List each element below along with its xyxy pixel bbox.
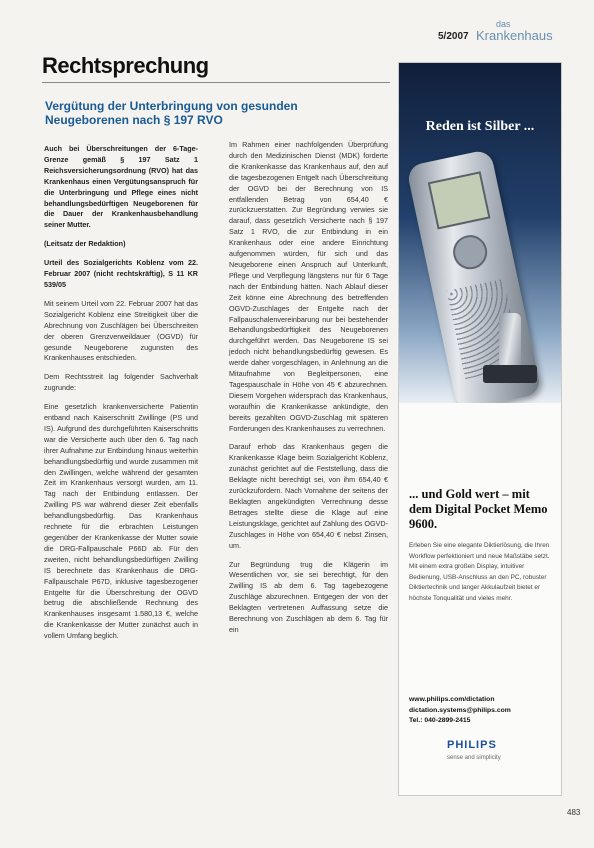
docking-station-image [483,313,537,383]
issue-number: 5/2007 [438,31,469,42]
editor-note: (Leitsatz der Redaktion) [44,239,126,249]
court-reference: Urteil des Sozialgerichts Koblenz vom 22. Februar 2007 (nicht rechtskräftig), S 11 KR 539/05 [44,258,198,289]
ad-headline: ... und Gold wert – mit dem Digital Pocket Memo 9600. [409,487,548,531]
section-divider [42,82,390,83]
ad-phone: Tel.: 040-2899-2415 [409,717,471,724]
body-paragraph: Dem Rechtsstreit lag folgender Sachverhalt zugrunde: [44,372,198,393]
ad-email: dictation.systems@philips.com [409,706,511,714]
magazine-logo [476,20,576,42]
section-title: Rechtsprechung [42,53,209,78]
ad-website: www.philips.com/dictation [409,696,495,703]
device-screen [428,171,491,229]
ad-image [399,63,561,403]
logo-das: das [496,19,511,29]
ad-slogan: Reden ist Silber ... [425,119,535,134]
logo-krankenhaus: Krankenhaus [476,28,553,43]
body-paragraph: Im Rahmen einer nachfolgenden Überprüfung durch den Medizinischen Dienst (MDK) forderte die Krankenkasse das Krankenhaus auf, den auf die tagesbezogenen Entgelt nach Überschreitung der OGVD bei der Berechnung von IS entfallenden Betrag von 654,40 € zurückzuerstatten. Zur Begründung verwies sie darauf, dass gesetzlich Versicherte nach § 197 Satz 1 RVO, die zur Entbindung in ein Krankenhaus oder eine andere Einrichtung aufgenommen würden, für sich und das Neugeborene einen Anspruch auf Unterkunft, Pflege und Verpflegung längstens nur für 6 Tage nach der Entbindung hätten. Nach Ablauf dieser Zeit könne eine Abrechnung des betreffenden OGVD-Zuschlages der Entgelte nach der Fallpauschalenvereinbarung nur bei bestehender Behandlungsbedürftigkeit des Neugeborenen durchgeführt werden. Das Neugeborene IS sei jedoch nicht behandlungsbedürftig gewesen. Es werde daher vorgeschlagen, in Anlehnung an die Mitaufnahme von Begleitpersonen, eine Tagespauschale in Höhe von 45 € abzurechnen. Diesem Vorgehen widersprach das Krankenhaus, woraufhin die Krankenkasse ankündigte, den bereits gezahlten OGVD-Zuschlag mit späteren Forderungen des Krankenhauses zu verrechnen. [229,140,388,433]
body-paragraph: Mit seinem Urteil vom 22. Februar 2007 hat das Sozialgericht Koblenz eine Streitigkeit über die Abrechnung von Zuschlägen bei Überschreiten der oberen Grenzverweildauer (OGVD) für gesunde Neugeborene zugunsten des Krankenhauses entschieden. [44,298,198,363]
philips-tagline: sense and simplicity [447,755,501,761]
philips-logo: PHILIPS [447,739,497,751]
ad-contact [409,695,559,727]
body-paragraph: Eine gesetzlich krankenversicherte Patientin entband nach Kaiserschnitt Zwillinge (PS und IS). Aufgrund des durchgeführten Kaiserschnitts war die Versicherte auch über den 6. Tag nach ihrer Aufnahme zur Entbindung hinaus weiterhin behandlungsbedürftig und wurde zusammen mit den Zwillingen, welche während der gesamten Zeit im Krankenhaus versorgt wurden, am 11. Tag nach der Entbindung entlassen. Der Zwilling PS war während dieser Zeit ebenfalls behandlungsbedürftig. Das Krankenhaus rechnete für die erbrachten Leistungen gegenüber der Krankenkasse der Mutter sowie die DRG-Fallpauschale P66D ab. Für den zweiten, nicht behandlungsbedürftigen Zwilling IS berechnete das Krankenhaus die DRG-Fallpauschale P67D, inklusive tagesbezogener Entgelte für die Überschreitung der OGVD betrug die abschließende Rechnung des Krankenhauses insgesamt 1.580,13 €, welche die Krankenkasse der Mutter zunächst auch in vollem Umfang beglich. [44,402,198,641]
lead-paragraph: Auch bei Überschreitungen der 6-Tage-Grenze gemäß § 197 Satz 1 Reichsversicherungsordnung (RVO) hat das Krankenhaus einen Vergütungsanspruch für die Unterbringung und Pflege eines nicht behandlungsbedürftigen Neugeborenen für die Dauer der Krankenhausbehandlung seiner Mutter. [44,144,198,230]
philips-advertisement [398,62,562,796]
article-column-2 [229,140,388,644]
body-paragraph: Darauf erhob das Krankenhaus gegen die Krankenkasse Klage beim Sozialgericht Koblenz, zunächst gerichtet auf die Feststellung, dass die Beklagte nicht berechtigt sei, von ihm 654,40 € zurückzufordern. Nach Vornahme der seitens der Beklagten angekündigten Verrechnung desse Betrages stellte diese die Klage auf eine Leistungsklage, gerichtet auf Zahlung des OGVD-Zuschlages in Höhe von 654,40 € nebst Zinsen, um. [229,442,388,550]
device-control-pad [450,232,490,272]
article-column-1 [44,144,198,650]
body-paragraph: Zur Begründung trug die Klägerin im Wesentlichen vor, sie sei berechtigt, für den Zwilling IS ab dem 6. Tag tagebezogene Zuschläge abzurechnen. Entgegen der von der Beklagten vertretenen Auffassung setze die Berechnung von Zuschlägen ab dem 6. Tag für ein [229,559,388,634]
article-headline: Vergütung der Unterbringung von gesunden Neugeborenen nach § 197 RVO [45,99,298,127]
page-number: 483 [567,808,581,817]
dock-base [483,365,537,383]
docked-device [499,313,521,369]
ad-body-text: Erleben Sie eine elegante Diktierlösung, die Ihren Workflow perfektioniert und neue Maßstäbe setzt. Mit einem extra großen Display, intuitiver Bedienung, USB-Anschluss an den PC, robuster Diktiertechnik und langer Akkulaufzeit bietet er höchste Tonqualität und vieles mehr. [409,542,550,602]
